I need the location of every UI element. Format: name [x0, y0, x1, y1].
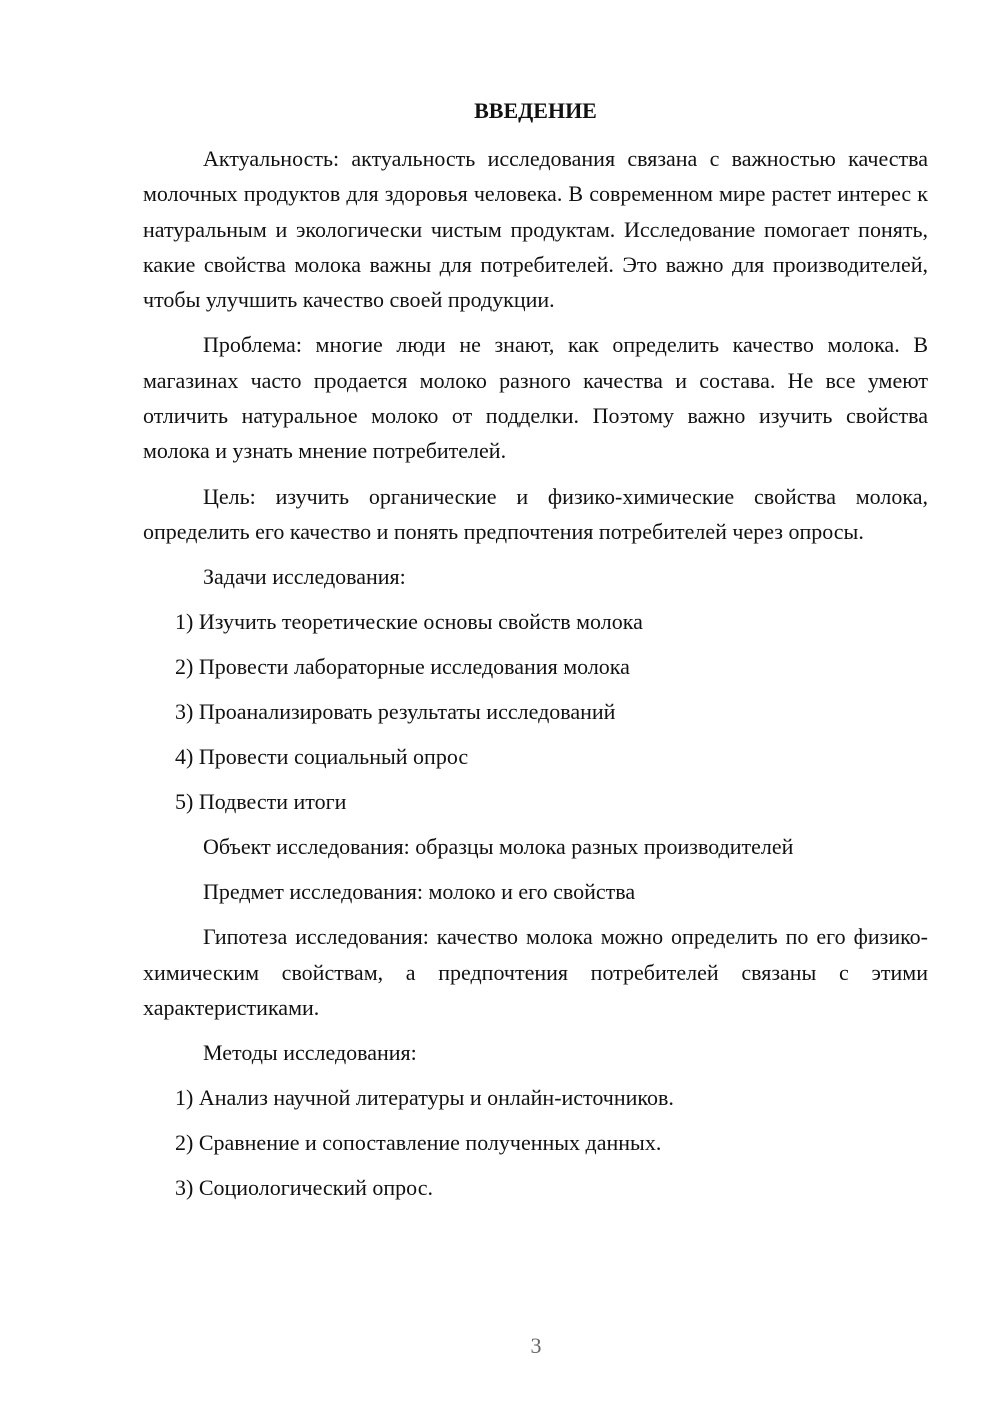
hypothesis-paragraph: Гипотеза исследования: качество молока можно определить по его физико-химическим свойствам, а предпочтения потребителей связаны с этими характеристиками.	[143, 924, 928, 1020]
relevance-paragraph: Актуальность: актуальность исследования связана с важностью качества молочных продуктов для здоровья человека. В современном мире растет интерес к натуральным и экологически чистым продуктам. Исследование помогает понять, какие свойства молока важны для потребителей. Это важно для производителей, чтобы улучшить качество своей продукции.	[143, 146, 928, 313]
problem-paragraph: Проблема: многие люди не знают, как определить качество молока. В магазинах часто продается молоко разного качества и состава. Не все умеют отличить натуральное молоко от подделки. Поэтому важно изучить свойства молока и узнать мнение потребителей.	[143, 332, 928, 464]
page-number: 3	[530, 1333, 542, 1358]
goal-paragraph: Цель: изучить органические и физико-химические свойства молока, определить его качество и понять предпочтения потребителей через опросы.	[143, 483, 928, 544]
list-item: 1) Изучить теоретические основы свойств молока	[175, 609, 643, 635]
tasks-heading: Задачи исследования:	[203, 564, 406, 590]
list-item: 3) Социологический опрос.	[175, 1175, 433, 1201]
list-item: 4) Провести социальный опрос	[175, 744, 469, 770]
list-item: 2) Сравнение и сопоставление полученных данных.	[175, 1130, 662, 1156]
object-line: Объект исследования: образцы молока разных производителей	[203, 834, 794, 860]
subject-line: Предмет исследования: молоко и его свойства	[203, 879, 636, 905]
list-item: 3) Проанализировать результаты исследований	[175, 699, 616, 725]
section-title: ВВЕДЕНИЕ	[474, 98, 597, 123]
document-page	[143, 96, 928, 1215]
list-item: 2) Провести лабораторные исследования молока	[175, 654, 630, 680]
list-item: 1) Анализ научной литературы и онлайн-источников.	[175, 1085, 674, 1111]
list-item: 5) Подвести итоги	[175, 789, 347, 815]
tasks-list	[143, 604, 928, 819]
methods-heading: Методы исследования:	[203, 1040, 417, 1066]
methods-list	[143, 1080, 928, 1205]
